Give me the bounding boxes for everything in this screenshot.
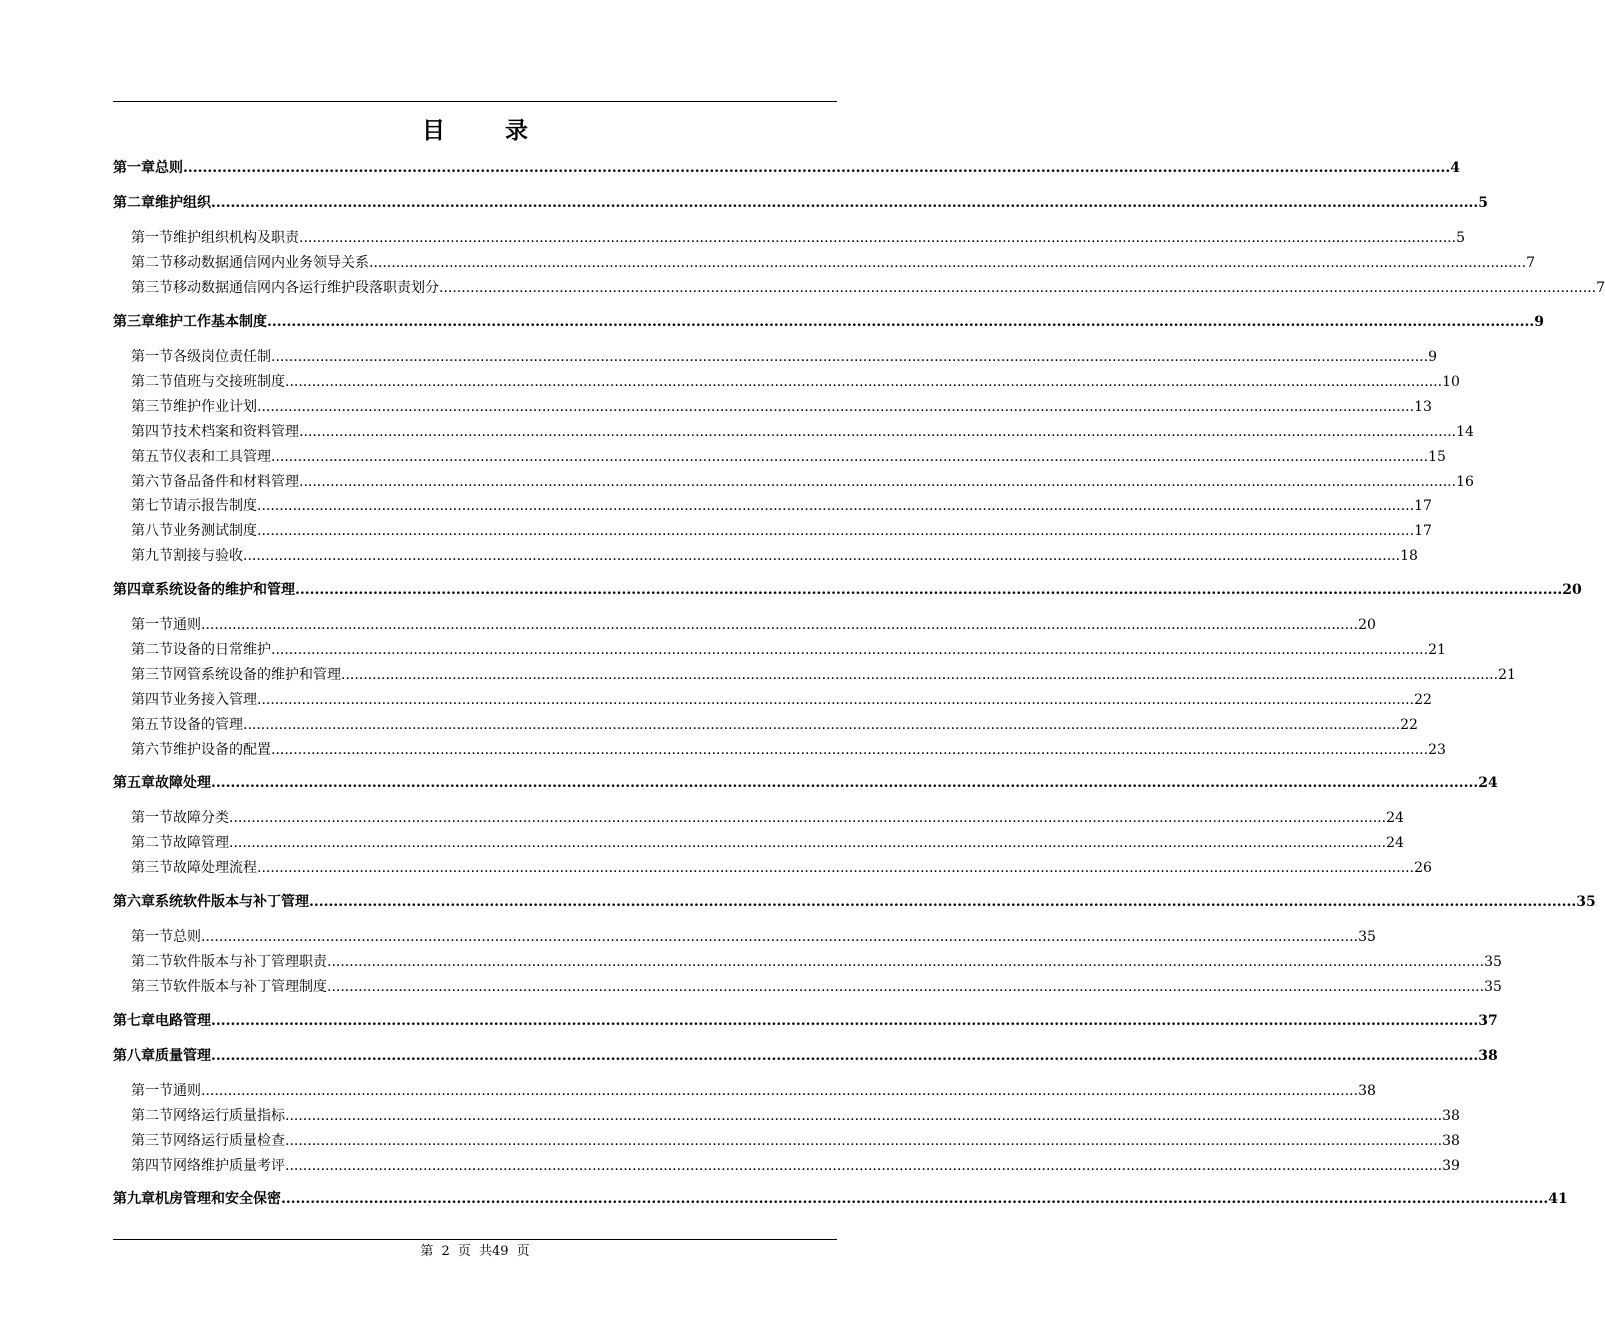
toc-section-entry[interactable] [113,638,1446,660]
toc-entry-title: 故障管理 [173,834,229,851]
toc-entry-title: 备品备件和材料管理 [173,473,299,490]
toc-dot-leader: .................................................................................................................................................................................................................................................................... [211,1048,1479,1064]
toc-entry-number: 第三节 [131,666,173,683]
toc-page-number: 24 [1386,810,1404,826]
toc-entry-number: 第二节 [131,254,173,271]
toc-entry-title: 设备的日常维护 [173,641,271,658]
toc-entry-number: 第八节 [131,523,173,540]
toc-entry-number: 第七章 [113,1013,155,1029]
toc-entry-number: 第三节 [131,398,173,415]
toc-page-number: 15 [1428,448,1446,465]
toc-entry-number: 第一节 [131,230,173,246]
toc-page-number: 16 [1456,473,1474,490]
toc-entry-title: 故障处理 [155,775,211,791]
toc-dot-leader: .................................................................................................................................................................................................................................................................... [257,398,1415,415]
toc-page-number: 7 [1526,254,1535,271]
toc-dot-leader: .................................................................................................................................................................................................................................................................... [309,894,1577,910]
toc-section-entry[interactable] [113,1154,1460,1176]
toc-section-entry[interactable] [113,445,1446,467]
header-rule [113,101,837,102]
toc-dot-leader: .................................................................................................................................................................................................................................................................... [281,1191,1549,1207]
toc-entry-number: 第二节 [131,1107,173,1124]
toc-page-number: 14 [1456,423,1474,440]
toc-section-entry[interactable] [113,251,1535,273]
toc-section-entry[interactable] [113,1104,1460,1126]
toc-entry-number: 第三章 [113,314,155,330]
toc-entry-title: 质量管理 [155,1048,211,1064]
toc-section-entry[interactable] [113,831,1404,853]
toc-chapter-entry[interactable] [113,310,1544,332]
toc-entry-title: 系统软件版本与补丁管理 [155,894,309,910]
toc-dot-leader: .................................................................................................................................................................................................................................................................... [271,641,1429,658]
toc-dot-leader: .................................................................................................................................................................................................................................................................... [327,978,1485,995]
toc-dot-leader: .................................................................................................................................................................................................................................................................... [211,775,1479,791]
toc-entry-title: 割接与验收 [173,548,243,565]
toc-entry-number: 第一节 [131,349,173,365]
toc-entry-number: 第五节 [131,448,173,465]
toc-dot-leader: .................................................................................................................................................................................................................................................................... [183,160,1451,176]
toc-dot-leader: .................................................................................................................................................................................................................................................................... [257,691,1415,708]
toc-entry-number: 第二节 [131,641,173,658]
toc-entry-number: 第五节 [131,716,173,733]
toc-entry-title: 网络维护质量考评 [173,1157,285,1174]
toc-dot-leader: .................................................................................................................................................................................................................................................................... [201,1083,1359,1099]
toc-page-number: 5 [1456,230,1465,246]
toc-title: 目 录 [421,117,554,144]
toc-entry-number: 第六章 [113,894,155,910]
toc-entry-number: 第一节 [131,617,173,633]
toc-section-entry[interactable] [113,544,1418,566]
toc-entry-number: 第一节 [131,1083,173,1099]
toc-entry-number: 第六节 [131,741,173,758]
toc-dot-leader: .................................................................................................................................................................................................................................................................... [285,1132,1443,1149]
toc-section-entry[interactable] [113,519,1432,541]
toc-dot-leader: .................................................................................................................................................................................................................................................................... [201,617,1359,633]
toc-entry-title: 仪表和工具管理 [173,448,271,465]
toc-section-entry[interactable] [113,395,1432,417]
toc-dot-leader: .................................................................................................................................................................................................................................................................... [299,423,1457,440]
toc-section-entry[interactable] [113,1079,1376,1101]
toc-entry-title: 各级岗位责任制 [173,349,271,365]
toc-page-number: 10 [1442,373,1460,390]
toc-section-entry[interactable] [113,950,1502,972]
toc-entry-title: 通则 [173,1083,201,1099]
toc-entry-title: 系统设备的维护和管理 [155,582,295,598]
toc-entry-number: 第九章 [113,1191,155,1207]
toc-section-entry[interactable] [113,713,1418,735]
toc-entry-title: 网络运行质量指标 [173,1107,285,1124]
toc-section-entry[interactable] [113,470,1474,492]
toc-page-number: 21 [1498,666,1516,683]
toc-dot-leader: .................................................................................................................................................................................................................................................................... [341,666,1499,683]
toc-section-entry[interactable] [113,345,1437,367]
toc-page-number: 35 [1576,894,1596,910]
toc-page-number: 38 [1478,1048,1498,1064]
toc-entry-number: 第四节 [131,1157,173,1174]
toc-chapter-entry[interactable] [113,191,1488,213]
toc-entry-title: 机房管理和安全保密 [155,1191,281,1207]
toc-dot-leader: .................................................................................................................................................................................................................................................................... [285,1107,1443,1124]
toc-page-number: 41 [1548,1191,1568,1207]
toc-page-number: 17 [1414,498,1432,515]
toc-entry-number: 第二节 [131,834,173,851]
toc-entry-number: 第六节 [131,473,173,490]
toc-entry-title: 移动数据通信网内各运行维护段落职责划分 [173,279,439,296]
toc-section-entry[interactable] [113,738,1446,760]
toc-page-number: 9 [1534,314,1544,330]
toc-entry-number: 第三节 [131,1132,173,1149]
toc-entry-title: 通则 [173,617,201,633]
toc-page-number: 23 [1428,741,1446,758]
toc-chapter-entry[interactable] [113,1187,1568,1209]
toc-section-entry[interactable] [113,613,1376,635]
toc-entry-number: 第二节 [131,953,173,970]
toc-dot-leader: .................................................................................................................................................................................................................................................................... [369,254,1527,271]
toc-chapter-entry[interactable] [113,1044,1498,1066]
toc-dot-leader: .................................................................................................................................................................................................................................................................... [271,349,1429,365]
toc-section-entry[interactable] [113,663,1516,685]
toc-page-number: 39 [1442,1157,1460,1174]
toc-dot-leader: .................................................................................................................................................................................................................................................................... [267,314,1535,330]
toc-chapter-entry[interactable] [113,771,1498,793]
toc-dot-leader: .................................................................................................................................................................................................................................................................... [257,859,1415,876]
toc-entry-title: 值班与交接班制度 [173,373,285,390]
toc-section-entry[interactable] [113,806,1404,828]
toc-dot-leader: .................................................................................................................................................................................................................................................................... [295,582,1563,598]
toc-page-number: 20 [1562,582,1582,598]
toc-entry-title: 业务测试制度 [173,523,257,540]
toc-dot-leader: .................................................................................................................................................................................................................................................................... [211,1013,1479,1029]
toc-dot-leader: .................................................................................................................................................................................................................................................................... [229,834,1387,851]
toc-entry-number: 第四章 [113,582,155,598]
toc-entry-number: 第五章 [113,775,155,791]
toc-page-number: 24 [1386,834,1404,851]
toc-entry-title: 请示报告制度 [173,498,257,515]
toc-section-entry[interactable] [113,925,1376,947]
toc-entry-number: 第三节 [131,859,173,876]
toc-dot-leader: .................................................................................................................................................................................................................................................................... [285,373,1443,390]
toc-dot-leader: .................................................................................................................................................................................................................................................................... [285,1157,1443,1174]
toc-entry-title: 总则 [173,929,201,945]
toc-dot-leader: .................................................................................................................................................................................................................................................................... [299,473,1457,490]
toc-entry-number: 第四节 [131,423,173,440]
toc-entry-title: 移动数据通信网内业务领导关系 [173,254,369,271]
toc-entry-number: 第一章 [113,160,155,176]
toc-entry-title: 维护工作基本制度 [155,314,267,330]
toc-chapter-entry[interactable] [113,156,1460,178]
toc-entry-title: 网管系统设备的维护和管理 [173,666,341,683]
toc-entry-number: 第三节 [131,279,173,296]
toc-entry-title: 网络运行质量检查 [173,1132,285,1149]
toc-page-number: 22 [1400,716,1418,733]
toc-section-entry[interactable] [113,226,1465,248]
toc-page-number: 17 [1414,523,1432,540]
toc-entry-title: 业务接入管理 [173,691,257,708]
toc-entry-number: 第七节 [131,498,173,515]
toc-dot-leader: .................................................................................................................................................................................................................................................................... [211,195,1479,211]
toc-dot-leader: .................................................................................................................................................................................................................................................................... [299,230,1457,246]
toc-page-number: 38 [1442,1132,1460,1149]
toc-page-number: 38 [1442,1107,1460,1124]
toc-entry-title: 技术档案和资料管理 [173,423,299,440]
toc-page-number: 26 [1414,859,1432,876]
toc-entry-number: 第九节 [131,548,173,565]
toc-chapter-entry[interactable] [113,1009,1498,1031]
toc-dot-leader: .................................................................................................................................................................................................................................................................... [229,810,1387,826]
toc-page-number: 35 [1358,929,1376,945]
toc-page-number: 35 [1484,953,1502,970]
toc-section-entry[interactable] [113,1129,1460,1151]
toc-entry-number: 第三节 [131,978,173,995]
toc-entry-title: 设备的管理 [173,716,243,733]
toc-entry-title: 维护组织 [155,195,211,211]
toc-page-number: 35 [1484,978,1502,995]
toc-dot-leader: .................................................................................................................................................................................................................................................................... [271,741,1429,758]
page-footer: 第 2 页 共49 页 [420,1244,530,1259]
toc-entry-title: 故障分类 [173,810,229,826]
toc-section-entry[interactable] [113,420,1474,442]
toc-page-number: 5 [1478,195,1488,211]
toc-section-entry[interactable] [113,688,1432,710]
toc-chapter-entry[interactable] [113,890,1596,912]
toc-page-number: 38 [1358,1083,1376,1099]
toc-dot-leader: .................................................................................................................................................................................................................................................................... [201,929,1359,945]
toc-dot-leader: .................................................................................................................................................................................................................................................................... [257,523,1415,540]
toc-entry-number: 第二节 [131,373,173,390]
toc-section-entry[interactable] [113,276,1605,298]
toc-entry-number: 第八章 [113,1048,155,1064]
toc-page-number: 20 [1358,617,1376,633]
toc-section-entry[interactable] [113,370,1460,392]
toc-section-entry[interactable] [113,975,1502,997]
toc-dot-leader: .................................................................................................................................................................................................................................................................... [439,279,1597,296]
toc-chapter-entry[interactable] [113,578,1582,600]
toc-page-number: 22 [1414,691,1432,708]
toc-entry-title: 电路管理 [155,1013,211,1029]
toc-dot-leader: .................................................................................................................................................................................................................................................................... [327,953,1485,970]
toc-entry-title: 总则 [155,160,183,176]
toc-entry-number: 第一节 [131,929,173,945]
toc-page-number: 13 [1414,398,1432,415]
toc-entry-title: 维护组织机构及职责 [173,230,299,246]
toc-section-entry[interactable] [113,494,1432,516]
toc-dot-leader: .................................................................................................................................................................................................................................................................... [243,548,1401,565]
toc-page-number: 37 [1478,1013,1498,1029]
toc-entry-title: 故障处理流程 [173,859,257,876]
toc-entry-title: 维护设备的配置 [173,741,271,758]
toc-dot-leader: .................................................................................................................................................................................................................................................................... [271,448,1429,465]
toc-page-number: 4 [1450,160,1460,176]
toc-entry-number: 第一节 [131,810,173,826]
toc-page-number: 9 [1428,349,1437,365]
toc-entry-title: 软件版本与补丁管理制度 [173,978,327,995]
footer-rule [113,1239,837,1240]
toc-page-number: 24 [1478,775,1498,791]
toc-entry-title: 维护作业计划 [173,398,257,415]
toc-section-entry[interactable] [113,856,1432,878]
toc-entry-number: 第四节 [131,691,173,708]
toc-dot-leader: .................................................................................................................................................................................................................................................................... [243,716,1401,733]
toc-page-number: 21 [1428,641,1446,658]
toc-page-number: 7 [1596,279,1605,296]
toc-entry-title: 软件版本与补丁管理职责 [173,953,327,970]
toc-dot-leader: .................................................................................................................................................................................................................................................................... [257,498,1415,515]
toc-page-number: 18 [1400,548,1418,565]
toc-entry-number: 第二章 [113,195,155,211]
